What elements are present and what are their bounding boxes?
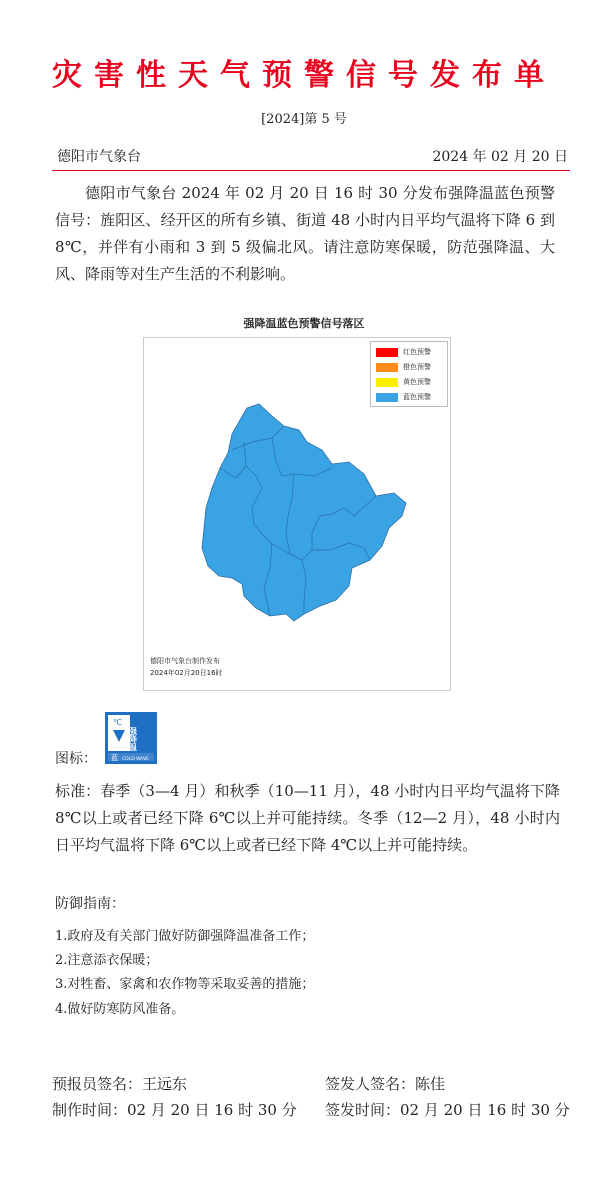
issuer-name: 德阳市气象台 bbox=[57, 149, 141, 165]
guide-item: 3.对牲畜、家禽和农作物等采取妥善的措施； bbox=[55, 977, 315, 992]
badge-main: 强降温 bbox=[128, 727, 138, 751]
badge-level: 蓝 bbox=[111, 754, 118, 762]
guide-item: 1.政府及有关部门做好防御强降温准备工作； bbox=[55, 929, 315, 944]
map-credit-org: 德阳市气象台制作发布 bbox=[150, 657, 220, 665]
issue-date: 2024 年 02 月 20 日 bbox=[432, 149, 568, 165]
issuer-signature: 签发人签名：陈佳 bbox=[325, 1075, 446, 1093]
legend-label: 蓝色预警 bbox=[403, 393, 431, 401]
legend-label: 黄色预警 bbox=[403, 378, 431, 386]
cold-wave-blue-icon bbox=[105, 712, 157, 764]
legend-label: 橙色预警 bbox=[403, 363, 431, 371]
icon-label: 图标： bbox=[55, 751, 97, 767]
badge-unit: ℃ bbox=[113, 718, 122, 727]
map-title: 强降温蓝色预警信号落区 bbox=[243, 317, 365, 330]
forecaster-signature: 预报员签名：王远东 bbox=[52, 1075, 188, 1093]
header-divider bbox=[52, 170, 570, 171]
map-credit-time: 2024年02月20日16时 bbox=[150, 669, 223, 677]
warning-body-text: 德阳市气象台 2024 年 02 月 20 日 16 时 30 分发布强降温蓝色预警信号：旌阳区、经开区的所有乡镇、街道 48 小时内日平均气温将下降 6 到 8℃，并伴有小雨和 3 到 5 级偏北风。请注意防寒保暖，防范强降温、大风、降雨等对生产生活的不利影响。 bbox=[55, 184, 555, 283]
warning-standard-text: 标准：春季（3—4 月）和秋季（10—11 月），48 小时内日平均气温将下降 8℃以上或者已经下降 6℃以上并可能持续。冬季（12—2 月），48 小时内日平均气温将下降 6℃以上或者已经下降 4℃以上并可能持续。 bbox=[55, 782, 560, 854]
warning-map bbox=[143, 337, 451, 691]
region-outline bbox=[202, 404, 406, 621]
issue-number: [2024]第 5 号 bbox=[261, 112, 347, 127]
badge-english: COLD WAVE bbox=[122, 757, 150, 762]
defense-guide-title: 防御指南： bbox=[55, 896, 125, 912]
issued-time: 签发时间：02 月 20 日 16 时 30 分 bbox=[325, 1101, 570, 1119]
cold-wave-badge-svg bbox=[105, 712, 157, 764]
document-title: 灾害性天气预警信号发布单 bbox=[52, 58, 556, 93]
guide-item: 4.做好防寒防风准备。 bbox=[55, 1002, 185, 1017]
guide-item: 2.注意添衣保暖； bbox=[55, 953, 159, 968]
district-map-svg bbox=[144, 338, 450, 690]
legend-label: 红色预警 bbox=[403, 348, 431, 356]
made-time: 制作时间：02 月 20 日 16 时 30 分 bbox=[52, 1101, 297, 1119]
